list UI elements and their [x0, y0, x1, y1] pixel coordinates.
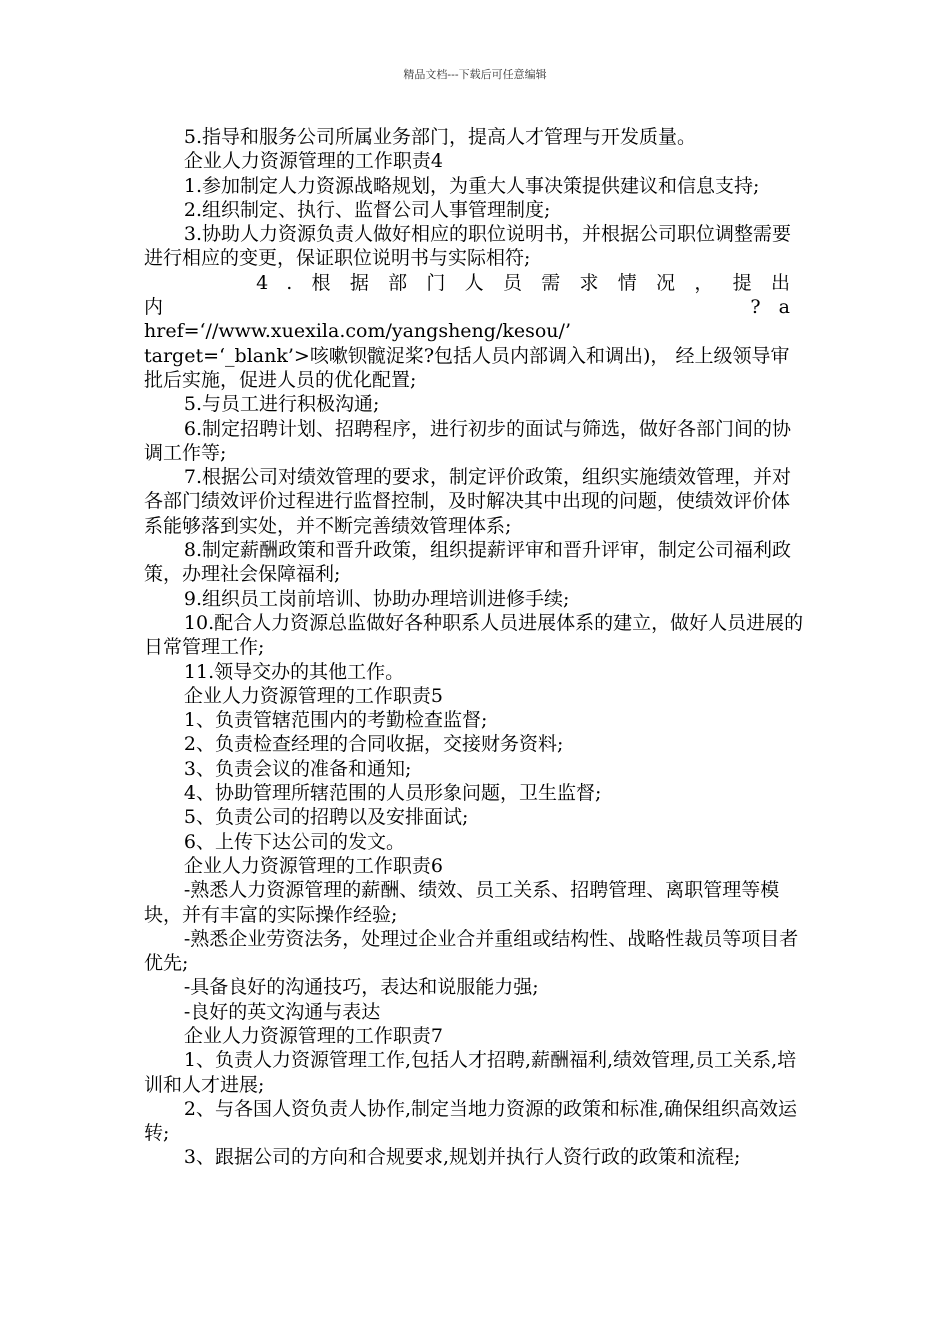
paragraph: 2、与各国人资负责人协作,制定当地力资源的政策和标准,确保组织高效运转; [144, 1097, 798, 1145]
paragraph: 4.根据部门人员需求情况，提出内?a [144, 271, 808, 319]
paragraph: -良好的英文沟通与表达 [183, 1000, 381, 1023]
paragraph: 6.制定招聘计划、招聘程序，进行初步的面试与筛选，做好各部门间的协调工作等; [144, 417, 792, 464]
paragraph: 2.组织制定、执行、监督公司人事管理制度; [183, 198, 551, 221]
paragraph: -具备良好的沟通技巧，表达和说服能力强; [183, 976, 539, 999]
paragraph: -熟悉人力资源管理的薪酬、绩效、员工关系、招聘管理、离职管理等模块，并有丰富的实际操作经验; [144, 879, 780, 926]
document-body [144, 125, 808, 1170]
paragraph: 3、跟据公司的方向和合规要求,规划并执行人资行政的政策和流程; [183, 1146, 741, 1169]
paragraph: 1、负责人力资源管理工作,包括人才招聘,薪酬福利,绩效管理,员工关系,培训和人才进展; [144, 1049, 797, 1096]
paragraph: -熟悉企业劳资法务，处理过企业合并重组或结构性、战略性裁员等项目者优先; [144, 927, 799, 975]
section-heading: 企业人力资源管理的工作职责7 [183, 1024, 443, 1047]
paragraph: 6、上传下达公司的发文。 [183, 830, 405, 853]
paragraph: 2、负责检查经理的合同收据，交接财务资料; [183, 733, 564, 756]
paragraph: 11.领导交办的其他工作。 [183, 660, 405, 683]
paragraph: 3、负责会议的准备和通知; [183, 757, 412, 780]
paragraph: 5.与员工进行积极沟通; [183, 393, 380, 416]
paragraph: 5.指导和服务公司所属业务部门，提高人才管理与开发质量。 [183, 126, 697, 148]
page-header: 精品文档---下载后可任意编辑 [403, 68, 547, 81]
paragraph: target=‘_blank’>咳嗽钡髋浞桨?包括人员内部调入和调出)， 经上级领导审批后实施，促进人员的优化配置; [144, 344, 790, 391]
paragraph: 4、协助管理所辖范围的人员形象问题，卫生监督; [183, 782, 602, 805]
paragraph: 9.组织员工岗前培训、协助办理培训进修手续; [183, 587, 570, 610]
paragraph: 7.根据公司对绩效管理的要求，制定评价政策，组织实施绩效管理，并对各部门绩效评价过程进行监督控制，及时解决其中出现的问题，使绩效评价体系能够落到实处，并不断完善绩效管理体系; [144, 466, 792, 537]
paragraph: 3.协助人力资源负责人做好相应的职位说明书，并根据公司职位调整需要进行相应的变更，保证职位说明书与实际相符; [144, 223, 792, 270]
section-heading: 企业人力资源管理的工作职责5 [183, 684, 443, 707]
paragraph: 1、负责管辖范围内的考勤检查监督; [183, 709, 488, 732]
paragraph: href=‘//www.xuexila.com/yangsheng/kesou/’ [144, 320, 571, 343]
paragraph: 8.制定薪酬政策和晋升政策，组织提薪评审和晋升评审，制定公司福利政策，办理社会保障福利; [144, 539, 792, 586]
section-heading: 企业人力资源管理的工作职责4 [183, 150, 443, 173]
section-heading: 企业人力资源管理的工作职责6 [183, 854, 443, 877]
paragraph: 10.配合人力资源总监做好各种职系人员进展体系的建立，做好人员进展的日常管理工作; [144, 611, 804, 659]
paragraph: 1.参加制定人力资源战略规划，为重大人事决策提供建议和信息支持; [183, 174, 760, 197]
paragraph: 5、负责公司的招聘以及安排面试; [183, 806, 469, 829]
